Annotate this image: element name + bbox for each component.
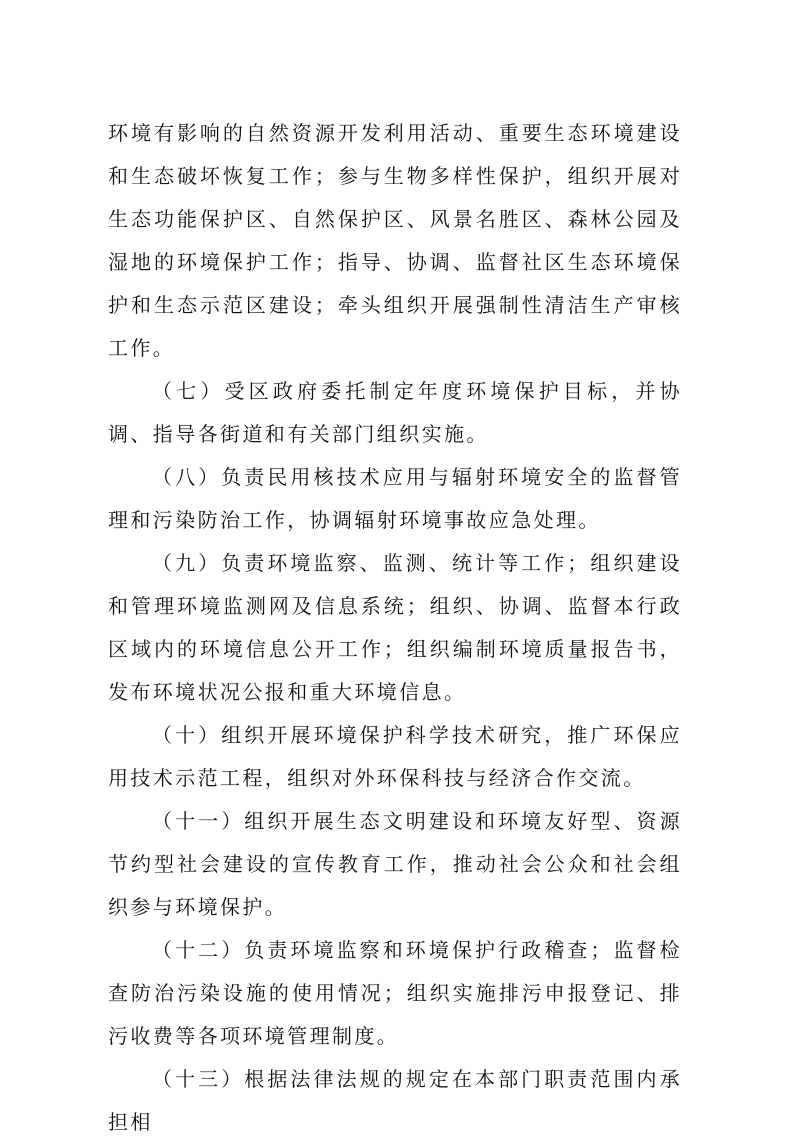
paragraph-item-13: （十三）根据法律法规的规定在本部门职责范围内承担相 <box>108 1067 682 1134</box>
paragraph-item-10: （十）组织开展环境保护科学技术研究，推广环保应用技术示范工程，组织对外环保科技与经济合作交流。 <box>108 723 682 790</box>
document-body <box>108 112 682 1144</box>
paragraph-item-8: （八）负责民用核技术应用与辐射环境安全的监督管理和污染防治工作，协调辐射环境事故应急处理。 <box>108 465 682 532</box>
paragraph-continuation: 环境有影响的自然资源开发利用活动、重要生态环境建设和生态破坏恢复工作；参与生物多样性保护，组织开展对生态功能保护区、自然保护区、风景名胜区、森林公园及湿地的环境保护工作；指导、协调、监督社区生态环境保护和生态示范区建设；牵头组织开展强制性清洁生产审核工作。 <box>108 121 682 360</box>
paragraph-item-9: （九）负责环境监察、监测、统计等工作；组织建设和管理环境监测网及信息系统；组织、协调、监督本行政区域内的环境信息公开工作；组织编制环境质量报告书，发布环境状况公报和重大环境信息。 <box>108 551 682 704</box>
paragraph-item-12: （十二）负责环境监察和环境保护行政稽查；监督检查防治污染设施的使用情况；组织实施排污申报登记、排污收费等各项环境管理制度。 <box>108 938 682 1048</box>
paragraph-item-7: （七）受区政府委托制定年度环境保护目标，并协调、指导各街道和有关部门组织实施。 <box>108 379 682 446</box>
paragraph-item-11: （十一）组织开展生态文明建设和环境友好型、资源节约型社会建设的宣传教育工作，推动社会公众和社会组织参与环境保护。 <box>108 809 682 919</box>
